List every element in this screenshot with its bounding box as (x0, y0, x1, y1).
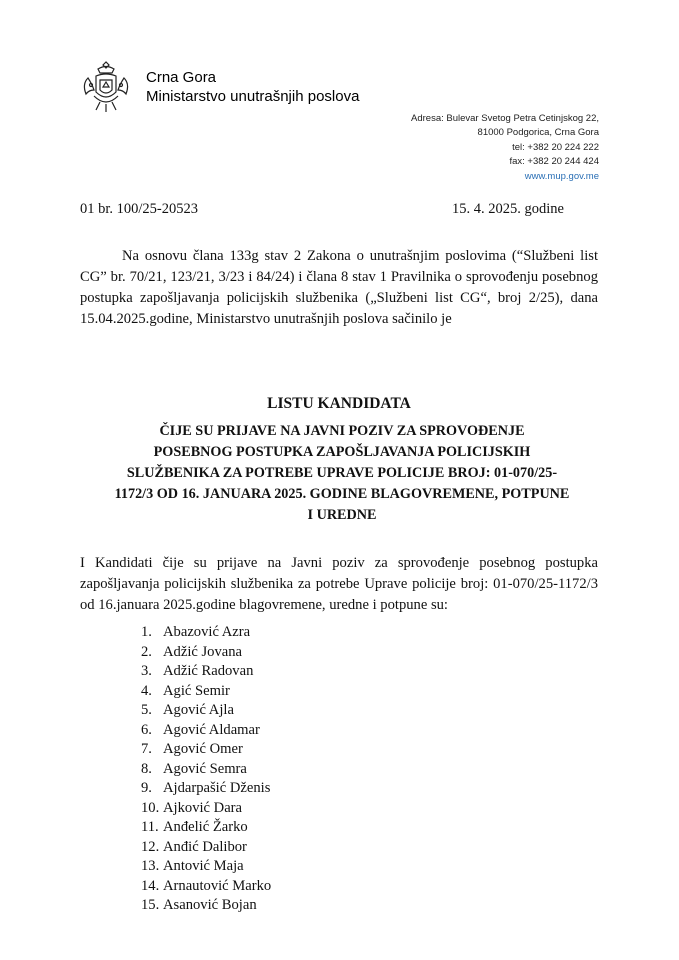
list-number: 7. (141, 741, 152, 757)
list-number: 9. (141, 780, 152, 796)
candidate-name: Adžić Jovana (163, 643, 243, 660)
list-item (141, 643, 271, 663)
list-item (141, 818, 271, 838)
contact-block (411, 112, 599, 184)
list-number: 14. (141, 877, 160, 894)
candidate-name: Agović Omer (163, 741, 243, 757)
fax-line: fax: +382 20 244 424 (509, 156, 599, 168)
subtitle-line: ČIJE SU PRIJAVE NA JAVNI POZIV ZA SPROVOĐENJE (159, 423, 525, 439)
list-number: 12. (141, 838, 160, 855)
list-item (141, 623, 271, 643)
list-item (141, 799, 271, 819)
candidate-name: Adžić Radovan (163, 663, 254, 679)
list-item (141, 662, 271, 682)
subtitle-line: 1172/3 OD 16. JANUARA 2025. GODINE BLAGOVREMENE, POTPUNE (114, 486, 570, 502)
list-item (141, 896, 271, 916)
list-item (141, 779, 271, 799)
lead-paragraph: I Kandidati čije su prijave na Javni poziv za sprovođenje posebnog postupka zapošljavanja policijskih službenika za potrebe Uprave policije broj: 01-070/25-1172/3 od 16.januara 2025.godine blagovremene, uredne i potpune su: (80, 555, 598, 613)
city-line: 81000 Podgorica, Crna Gora (477, 127, 599, 139)
list-item (141, 682, 271, 702)
organization-name (146, 68, 359, 106)
coat-of-arms-icon (80, 58, 132, 114)
subtitle-line: I UREDNE (307, 507, 377, 523)
list-number: 2. (141, 643, 152, 660)
list-item (141, 740, 271, 760)
list-number: 11. (141, 819, 159, 835)
list-item (141, 877, 271, 897)
list-number: 6. (141, 721, 152, 738)
candidate-name: Agić Semir (163, 682, 230, 699)
document-date: 15. 4. 2025. godine (452, 201, 564, 217)
list-number: 1. (141, 624, 152, 640)
document-subtitle (86, 421, 598, 526)
list-item (141, 701, 271, 721)
candidate-name: Antović Maja (163, 858, 244, 874)
list-item (141, 721, 271, 741)
intro-paragraph: Na osnovu člana 133g stav 2 Zakona o unutrašnjim poslovima (“Službeni list CG” br. 70/21, 123/21, 3/23 i 84/24) i člana 8 stav 1 Pravilnika o sprovođenju posebnog postupka zapošljavanja policijskih službenika („Službeni list CG“, broj 2/25), dana 15.04.2025.godine, Ministarstvo unutrašnjih poslova sačinilo je (80, 248, 598, 327)
candidate-name: Ajdarpašić Dženis (163, 780, 271, 796)
candidate-name: Agović Ajla (163, 702, 234, 718)
list-item (141, 760, 271, 780)
list-number: 10. (141, 799, 160, 816)
subtitle-line: POSEBNOG POSTUPKA ZAPOŠLJAVANJA POLICIJSKIH (153, 444, 531, 460)
candidate-name: Anđelić Žarko (163, 819, 248, 835)
list-item (141, 857, 271, 877)
candidate-name: Abazović Azra (163, 624, 251, 640)
list-number: 5. (141, 702, 152, 718)
candidate-name: Anđić Dalibor (163, 838, 247, 855)
candidate-name: Ajković Dara (163, 799, 243, 816)
subtitle-line: SLUŽBENIKA ZA POTREBE UPRAVE POLICIJE BROJ: 01-070/25- (126, 465, 558, 481)
list-number: 3. (141, 663, 152, 679)
candidate-name: Asanović Bojan (163, 897, 257, 913)
phone-line: tel: +382 20 224 222 (512, 141, 599, 153)
list-number: 13. (141, 858, 160, 874)
document-title: LISTU KANDIDATA (267, 395, 411, 412)
candidate-name: Agović Semra (163, 760, 247, 777)
list-number: 8. (141, 760, 152, 777)
address-line: Adresa: Bulevar Svetog Petra Cetinjskog 22, (411, 113, 599, 124)
candidate-list (141, 623, 271, 916)
country-name: Crna Gora (146, 69, 217, 86)
website-link[interactable]: www.mup.gov.me (524, 170, 599, 182)
candidate-name: Agović Aldamar (163, 721, 260, 738)
list-item (141, 838, 271, 858)
candidate-name: Arnautović Marko (163, 877, 272, 894)
list-number: 4. (141, 682, 152, 699)
list-number: 15. (141, 897, 160, 913)
reference-number: 01 br. 100/25-20523 (80, 201, 199, 217)
ministry-name: Ministarstvo unutrašnjih poslova (146, 88, 360, 105)
